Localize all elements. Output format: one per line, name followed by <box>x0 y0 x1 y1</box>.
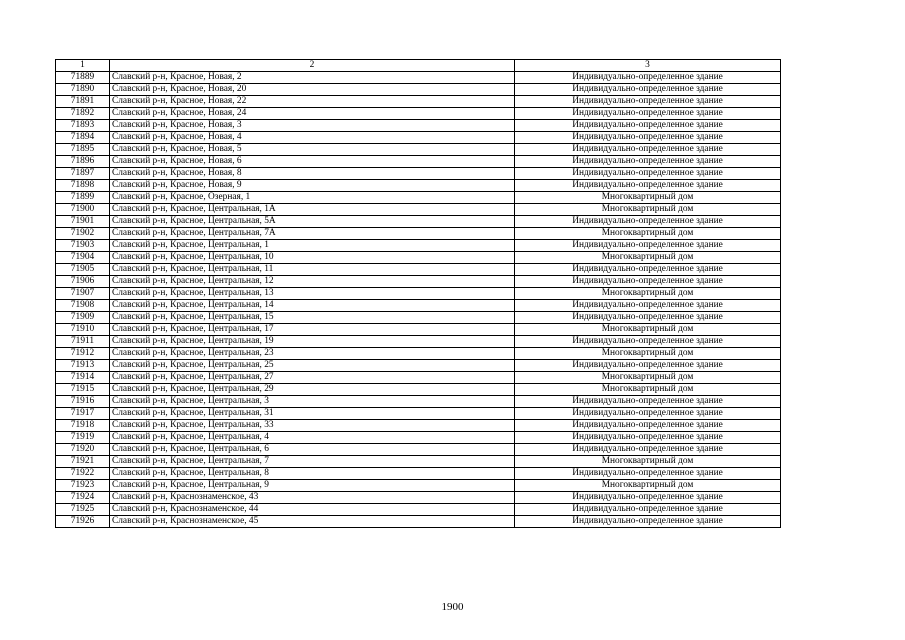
table-row <box>56 276 781 288</box>
table-body <box>56 72 781 528</box>
object-type-cell: Индивидуально-определенное здание <box>515 336 781 348</box>
record-number: 71910 <box>56 324 110 336</box>
address-cell: Славский р-н, Красное, Центральная, 1 <box>110 240 515 252</box>
address-cell: Славский р-н, Красное, Новая, 8 <box>110 168 515 180</box>
object-type-cell: Многоквартирный дом <box>515 204 781 216</box>
registry-table <box>55 59 781 528</box>
table-row <box>56 360 781 372</box>
address-cell: Славский р-н, Красное, Новая, 3 <box>110 120 515 132</box>
address-cell: Славский р-н, Красное, Центральная, 14 <box>110 300 515 312</box>
object-type-cell: Многоквартирный дом <box>515 372 781 384</box>
table-row <box>56 168 781 180</box>
object-type-cell: Индивидуально-определенное здание <box>515 120 781 132</box>
address-cell: Славский р-н, Красное, Новая, 5 <box>110 144 515 156</box>
record-number: 71915 <box>56 384 110 396</box>
record-number: 71917 <box>56 408 110 420</box>
address-cell: Славский р-н, Красное, Центральная, 7 <box>110 456 515 468</box>
object-type-cell: Индивидуально-определенное здание <box>515 396 781 408</box>
record-number: 71908 <box>56 300 110 312</box>
object-type-cell: Индивидуально-определенное здание <box>515 300 781 312</box>
page-number: 1900 <box>441 601 464 613</box>
table-row <box>56 156 781 168</box>
record-number: 71907 <box>56 288 110 300</box>
table-row <box>56 492 781 504</box>
record-number: 71913 <box>56 360 110 372</box>
record-number: 71896 <box>56 156 110 168</box>
record-number: 71903 <box>56 240 110 252</box>
record-number: 71893 <box>56 120 110 132</box>
address-cell: Славский р-н, Красное, Центральная, 29 <box>110 384 515 396</box>
record-number: 71926 <box>56 516 110 528</box>
table-row <box>56 312 781 324</box>
table-row <box>56 384 781 396</box>
table-row <box>56 192 781 204</box>
table-row <box>56 72 781 84</box>
object-type-cell: Многоквартирный дом <box>515 480 781 492</box>
record-number: 71911 <box>56 336 110 348</box>
address-cell: Славский р-н, Красное, Новая, 24 <box>110 108 515 120</box>
address-cell: Славский р-н, Красное, Центральная, 8 <box>110 468 515 480</box>
table-row <box>56 180 781 192</box>
object-type-cell: Индивидуально-определенное здание <box>515 156 781 168</box>
object-type-cell: Индивидуально-определенное здание <box>515 180 781 192</box>
record-number: 71904 <box>56 252 110 264</box>
address-cell: Славский р-н, Красное, Центральная, 6 <box>110 444 515 456</box>
table-row <box>56 204 781 216</box>
record-number: 71909 <box>56 312 110 324</box>
table-row <box>56 336 781 348</box>
address-cell: Славский р-н, Краснознаменское, 43 <box>110 492 515 504</box>
table-row <box>56 504 781 516</box>
table-row <box>56 396 781 408</box>
object-type-cell: Индивидуально-определенное здание <box>515 444 781 456</box>
address-cell: Славский р-н, Красное, Центральная, 7А <box>110 228 515 240</box>
address-cell: Славский р-н, Красное, Центральная, 12 <box>110 276 515 288</box>
object-type-cell: Индивидуально-определенное здание <box>515 240 781 252</box>
address-cell: Славский р-н, Красное, Центральная, 9 <box>110 480 515 492</box>
object-type-cell: Многоквартирный дом <box>515 348 781 360</box>
record-number: 71919 <box>56 432 110 444</box>
table-row <box>56 108 781 120</box>
address-cell: Славский р-н, Красное, Озерная, 1 <box>110 192 515 204</box>
table-row <box>56 324 781 336</box>
table-row <box>56 144 781 156</box>
record-number: 71892 <box>56 108 110 120</box>
table-row <box>56 84 781 96</box>
object-type-cell: Индивидуально-определенное здание <box>515 276 781 288</box>
table-row <box>56 300 781 312</box>
record-number: 71925 <box>56 504 110 516</box>
object-type-cell: Индивидуально-определенное здание <box>515 108 781 120</box>
table-row <box>56 132 781 144</box>
record-number: 71918 <box>56 420 110 432</box>
record-number: 71914 <box>56 372 110 384</box>
record-number: 71912 <box>56 348 110 360</box>
record-number: 71923 <box>56 480 110 492</box>
record-number: 71894 <box>56 132 110 144</box>
address-cell: Славский р-н, Красное, Центральная, 11 <box>110 264 515 276</box>
address-cell: Славский р-н, Красное, Центральная, 33 <box>110 420 515 432</box>
object-type-cell: Индивидуально-определенное здание <box>515 492 781 504</box>
object-type-cell: Индивидуально-определенное здание <box>515 144 781 156</box>
table-row <box>56 240 781 252</box>
address-cell: Славский р-н, Красное, Центральная, 23 <box>110 348 515 360</box>
record-number: 71900 <box>56 204 110 216</box>
record-number: 71898 <box>56 180 110 192</box>
record-number: 71890 <box>56 84 110 96</box>
table-row <box>56 264 781 276</box>
table-row <box>56 252 781 264</box>
table-header <box>56 60 781 72</box>
object-type-cell: Индивидуально-определенное здание <box>515 504 781 516</box>
object-type-cell: Индивидуально-определенное здание <box>515 84 781 96</box>
table-row <box>56 288 781 300</box>
address-cell: Славский р-н, Красное, Центральная, 5А <box>110 216 515 228</box>
column-header-3: 3 <box>515 60 781 72</box>
table-row <box>56 480 781 492</box>
table-row <box>56 348 781 360</box>
address-cell: Славский р-н, Красное, Центральная, 31 <box>110 408 515 420</box>
address-cell: Славский р-н, Красное, Центральная, 1А <box>110 204 515 216</box>
address-cell: Славский р-н, Красное, Новая, 9 <box>110 180 515 192</box>
object-type-cell: Многоквартирный дом <box>515 384 781 396</box>
object-type-cell: Индивидуально-определенное здание <box>515 96 781 108</box>
address-cell: Славский р-н, Красное, Центральная, 3 <box>110 396 515 408</box>
address-cell: Славский р-н, Красное, Центральная, 25 <box>110 360 515 372</box>
object-type-cell: Индивидуально-определенное здание <box>515 312 781 324</box>
object-type-cell: Многоквартирный дом <box>515 456 781 468</box>
address-cell: Славский р-н, Красное, Новая, 2 <box>110 72 515 84</box>
address-cell: Славский р-н, Красное, Центральная, 15 <box>110 312 515 324</box>
record-number: 71920 <box>56 444 110 456</box>
object-type-cell: Индивидуально-определенное здание <box>515 468 781 480</box>
address-cell: Славский р-н, Красное, Центральная, 4 <box>110 432 515 444</box>
object-type-cell: Многоквартирный дом <box>515 252 781 264</box>
address-cell: Славский р-н, Красное, Центральная, 17 <box>110 324 515 336</box>
record-number: 71897 <box>56 168 110 180</box>
record-number: 71902 <box>56 228 110 240</box>
object-type-cell: Индивидуально-определенное здание <box>515 516 781 528</box>
object-type-cell: Индивидуально-определенное здание <box>515 420 781 432</box>
address-cell: Славский р-н, Красное, Новая, 6 <box>110 156 515 168</box>
address-cell: Славский р-н, Красное, Центральная, 13 <box>110 288 515 300</box>
record-number: 71901 <box>56 216 110 228</box>
record-number: 71895 <box>56 144 110 156</box>
object-type-cell: Многоквартирный дом <box>515 192 781 204</box>
record-number: 71905 <box>56 264 110 276</box>
table-row <box>56 456 781 468</box>
record-number: 71906 <box>56 276 110 288</box>
table-row <box>56 96 781 108</box>
header-row <box>56 60 781 72</box>
table-row <box>56 408 781 420</box>
address-cell: Славский р-н, Красное, Новая, 4 <box>110 132 515 144</box>
object-type-cell: Индивидуально-определенное здание <box>515 432 781 444</box>
table-row <box>56 372 781 384</box>
column-header-1: 1 <box>56 60 110 72</box>
table-row <box>56 120 781 132</box>
table-row <box>56 432 781 444</box>
object-type-cell: Индивидуально-определенное здание <box>515 72 781 84</box>
object-type-cell: Многоквартирный дом <box>515 288 781 300</box>
column-header-2: 2 <box>110 60 515 72</box>
table-row <box>56 516 781 528</box>
table-row <box>56 216 781 228</box>
object-type-cell: Индивидуально-определенное здание <box>515 132 781 144</box>
record-number: 71889 <box>56 72 110 84</box>
record-number: 71924 <box>56 492 110 504</box>
record-number: 71921 <box>56 456 110 468</box>
object-type-cell: Индивидуально-определенное здание <box>515 360 781 372</box>
table-row <box>56 420 781 432</box>
object-type-cell: Индивидуально-определенное здание <box>515 168 781 180</box>
object-type-cell: Многоквартирный дом <box>515 324 781 336</box>
record-number: 71916 <box>56 396 110 408</box>
address-cell: Славский р-н, Красное, Новая, 20 <box>110 84 515 96</box>
address-cell: Славский р-н, Красное, Центральная, 27 <box>110 372 515 384</box>
address-cell: Славский р-н, Красное, Центральная, 19 <box>110 336 515 348</box>
object-type-cell: Индивидуально-определенное здание <box>515 216 781 228</box>
record-number: 71891 <box>56 96 110 108</box>
object-type-cell: Индивидуально-определенное здание <box>515 264 781 276</box>
table-row <box>56 468 781 480</box>
record-number: 71922 <box>56 468 110 480</box>
table-row <box>56 444 781 456</box>
object-type-cell: Многоквартирный дом <box>515 228 781 240</box>
table-row <box>56 228 781 240</box>
address-cell: Славский р-н, Краснознаменское, 45 <box>110 516 515 528</box>
address-cell: Славский р-н, Красное, Центральная, 10 <box>110 252 515 264</box>
address-cell: Славский р-н, Краснознаменское, 44 <box>110 504 515 516</box>
object-type-cell: Индивидуально-определенное здание <box>515 408 781 420</box>
address-cell: Славский р-н, Красное, Новая, 22 <box>110 96 515 108</box>
record-number: 71899 <box>56 192 110 204</box>
